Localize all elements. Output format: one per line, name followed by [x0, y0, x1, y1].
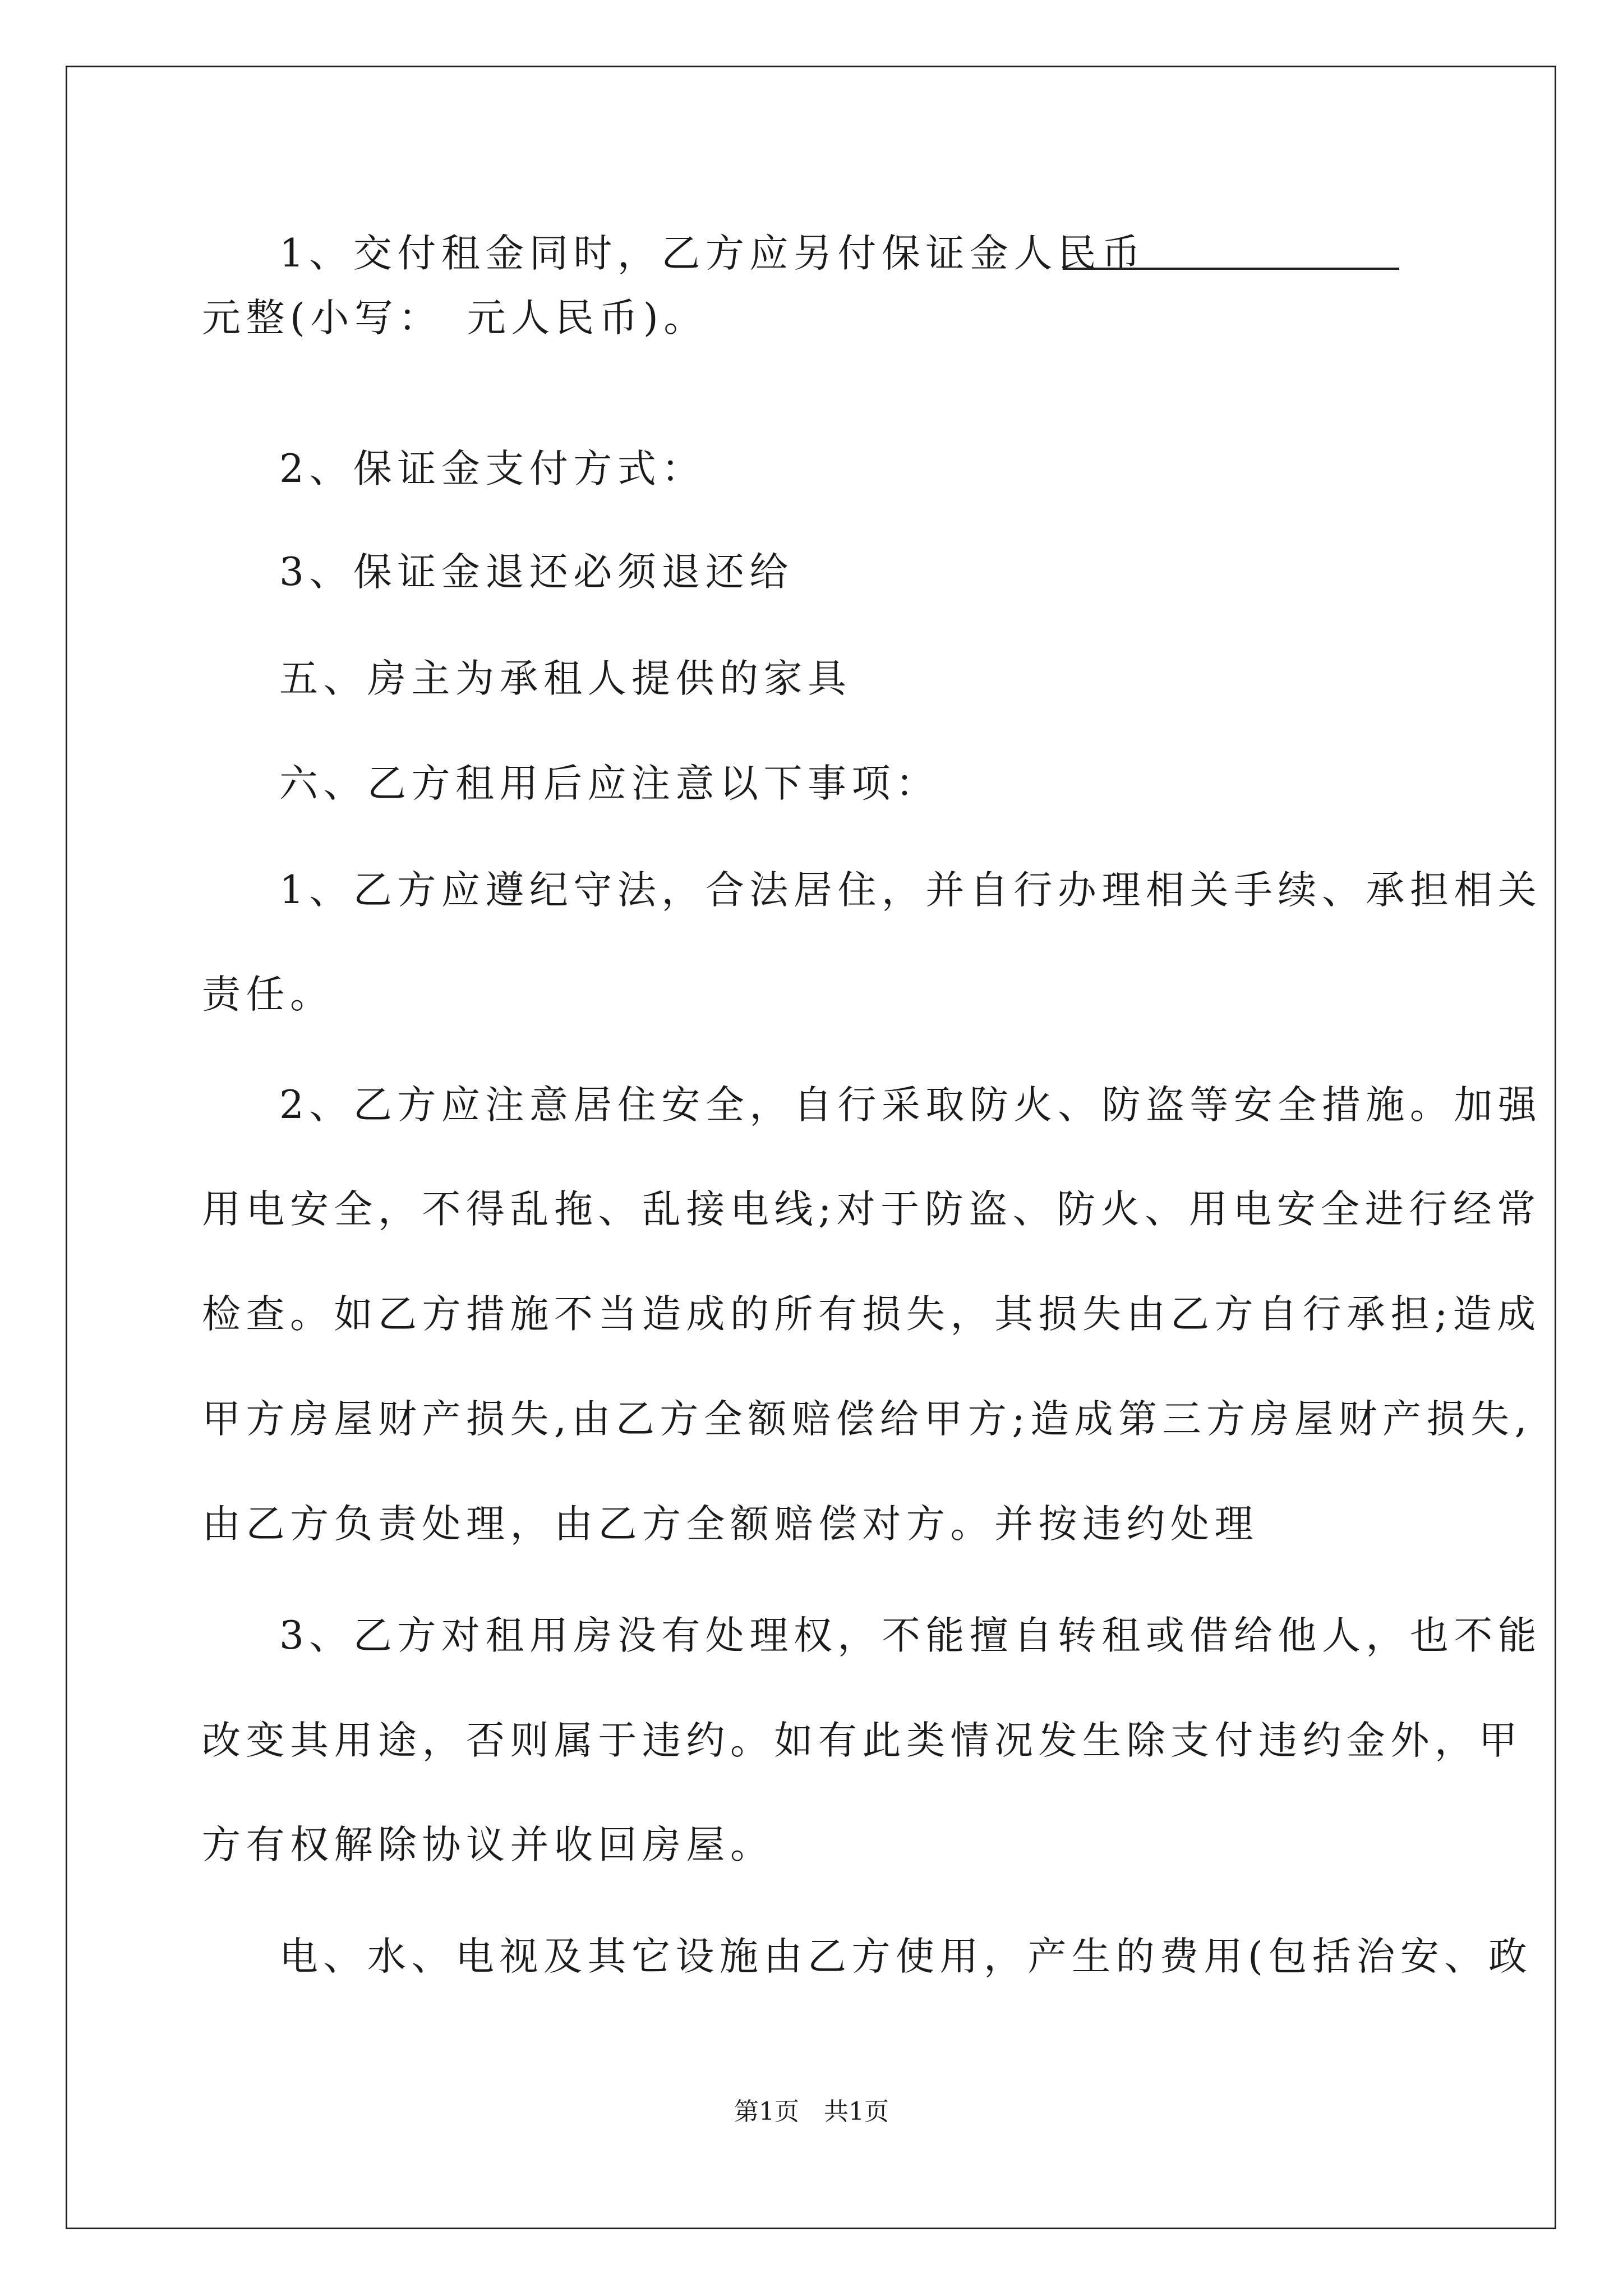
section-heading: 六、乙方租用后应注意以下事项：: [279, 761, 940, 806]
paragraph-line: 用电安全，不得乱拖、乱接电线;对于防盗、防火、用电安全进行经常: [202, 1187, 1541, 1232]
section-heading: 五、房主为承租人提供的家具: [279, 656, 852, 701]
paragraph-line: 3、保证金退还必须退还给: [279, 550, 794, 595]
paragraph-line: 2、保证金支付方式：: [279, 447, 706, 491]
paragraph-line: 责任。: [202, 972, 334, 1017]
paragraph-line: 方有权解除协议并收回房屋。: [202, 1823, 774, 1867]
amount-blank: [1063, 268, 1399, 270]
paragraph-line: 1、乙方应遵纪守法，合法居住，并自行办理相关手续、承担相关: [279, 868, 1542, 913]
paragraph-line: 电、水、电视及其它设施由乙方使用，产生的费用(包括治安、政: [279, 1934, 1533, 1979]
paragraph-line: 改变其用途，否则属于违约。如有此类情况发生除支付违约金外，甲: [202, 1718, 1523, 1763]
page-number-footer: 第1页 共1页: [734, 2097, 889, 2126]
paragraph-line: 检查。如乙方措施不当造成的所有损失，其损失由乙方自行承担;造成: [202, 1292, 1541, 1337]
paragraph-line: 2、乙方应注意居住安全，自行采取防火、防盗等安全措施。加强: [279, 1083, 1542, 1128]
paragraph-line: 1、交付租金同时，乙方应另付保证金人民币: [279, 231, 1146, 276]
paragraph-line: 元整(小写： 元人民币)。: [202, 296, 708, 341]
paragraph-line: 甲方房屋财产损失,由乙方全额赔偿给甲方;造成第三方房屋财产损失,: [202, 1397, 1533, 1442]
paragraph-line: 3、乙方对租用房没有处理权，不能擅自转租或借给他人，也不能: [279, 1613, 1542, 1658]
paragraph-line: 由乙方负责处理，由乙方全额赔偿对方。并按违约处理: [202, 1502, 1258, 1547]
